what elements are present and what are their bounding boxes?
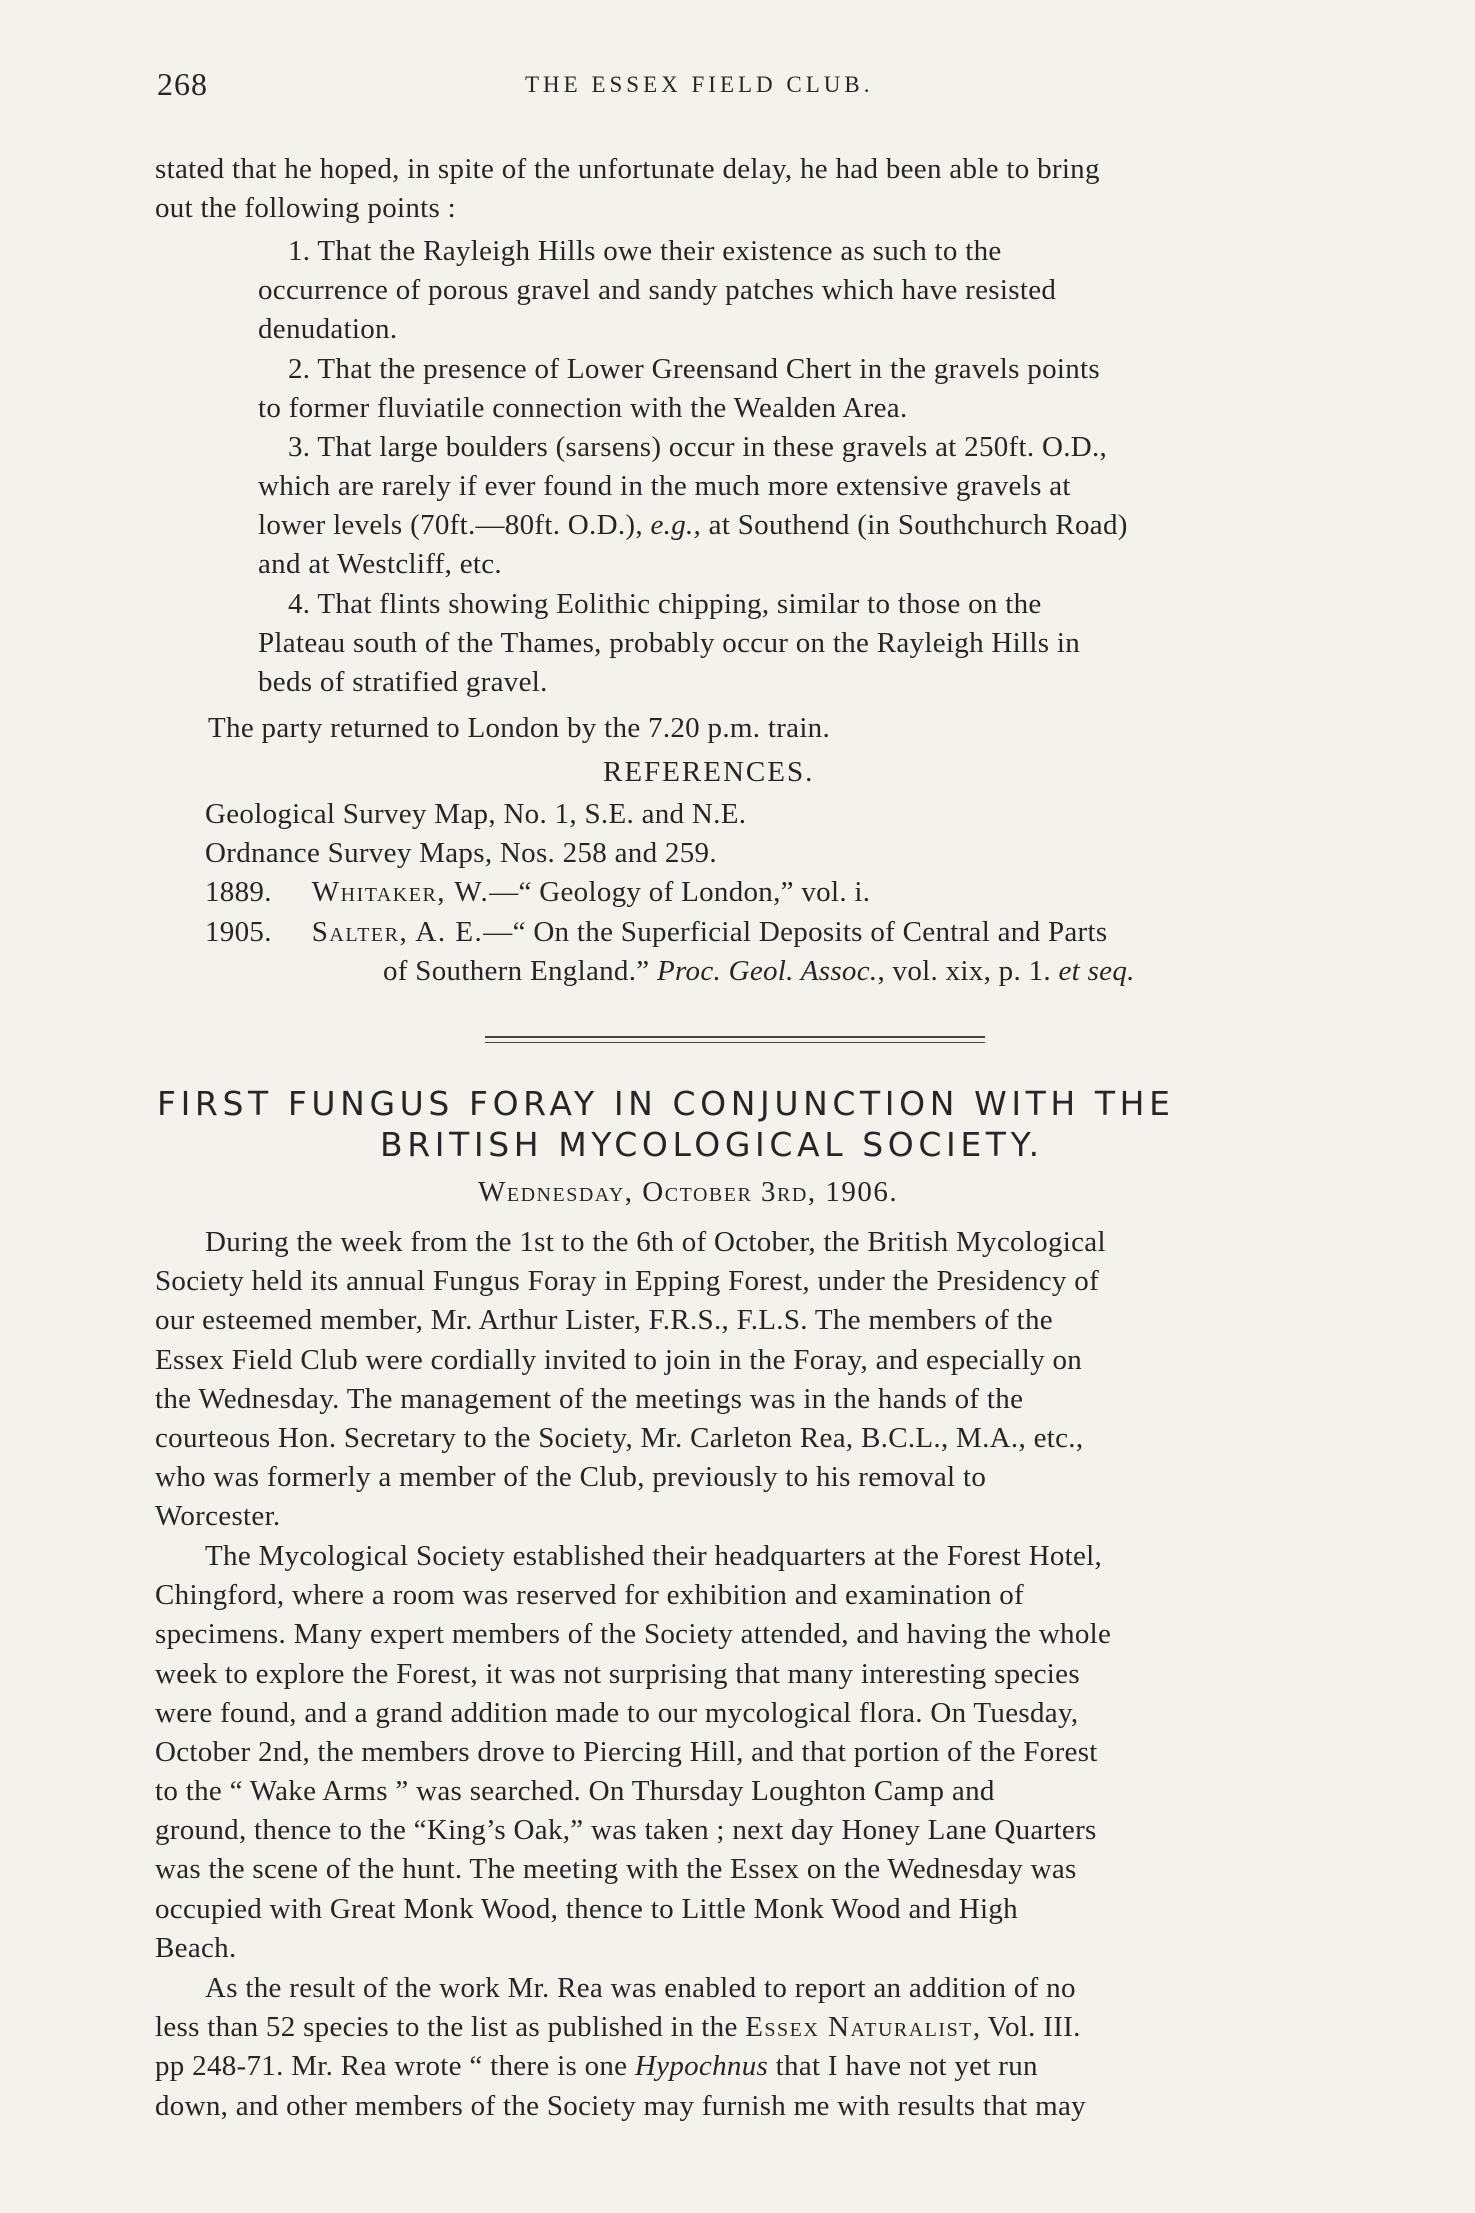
point-2-line: to former fluviatile connection with the Wealden Area. <box>258 392 908 424</box>
point-4-line: Plateau south of the Thames, probably occur on the Rayleigh Hills in <box>258 627 1081 659</box>
paragraph-line: week to explore the Forest, it was not surprising that many interesting species <box>155 1658 1080 1690</box>
paragraph-line: was the scene of the hunt. The meeting with the Essex on the Wednesday was <box>155 1853 1077 1885</box>
point-1-line: 1. That the Rayleigh Hills owe their existence as such to the <box>288 235 1002 267</box>
paragraph-line: our esteemed member, Mr. Arthur Lister, F.R.S., F.L.S. The members of the <box>155 1304 1053 1336</box>
reference-author: Whitaker, W. <box>311 876 490 908</box>
paragraph-line: down, and other members of the Society may furnish me with results that may <box>155 2090 1086 2122</box>
genus-name: Hypochnus <box>634 2050 769 2082</box>
paragraph-line: ground, thence to the “King’s Oak,” was taken ; next day Honey Lane Quarters <box>155 1814 1097 1846</box>
point-3-line <box>258 506 1128 545</box>
section-rule <box>485 1036 985 1038</box>
point-4-line: 4. That flints showing Eolithic chipping, similar to those on the <box>288 588 1042 620</box>
running-head: THE ESSEX FIELD CLUB. <box>525 72 874 97</box>
text-span: at Southend (in Southchurch Road) <box>708 509 1128 541</box>
paragraph-line <box>155 2047 1038 2086</box>
paragraph-line: Beach. <box>155 1932 237 1964</box>
text-span: less than 52 species to the list as published in the <box>155 2011 738 2043</box>
paragraph-line: were found, and a grand addition made to our mycological flora. On Tuesday, <box>155 1697 1079 1729</box>
reference-title: of Southern England.” <box>383 955 650 987</box>
closing-line: The party returned to London by the 7.20 p.m. train. <box>208 712 831 744</box>
text-line: stated that he hoped, in spite of the unfortunate delay, he had been able to bring <box>155 153 1100 185</box>
text-span: lower levels (70ft.—80ft. O.D.), <box>258 509 643 541</box>
paragraph-line: occupied with Great Monk Wood, thence to Little Monk Wood and High <box>155 1893 1018 1925</box>
paragraph-line: the Wednesday. The management of the meetings was in the hands of the <box>155 1383 1024 1415</box>
paragraph-line: Worcester. <box>155 1500 281 1532</box>
reference-year: 1905. <box>205 916 272 948</box>
italic-abbreviation: e.g., <box>650 509 702 541</box>
article-date <box>478 1176 898 1209</box>
page-number: 268 <box>157 66 208 102</box>
paragraph-line: courteous Hon. Secretary to the Society, Mr. Carleton Rea, B.C.L., M.A., etc., <box>155 1422 1084 1454</box>
section-rule <box>485 1042 985 1043</box>
paragraph-line: As the result of the work Mr. Rea was enabled to report an addition of no <box>205 1972 1076 2004</box>
reference-journal: Proc. Geol. Assoc. <box>657 955 878 987</box>
reference-item: Ordnance Survey Maps, Nos. 258 and 259. <box>205 837 717 869</box>
reference-item-continued <box>383 952 1135 991</box>
paragraph-line: specimens. Many expert members of the Society attended, and having the whole <box>155 1618 1112 1650</box>
paragraph-line: Essex Field Club were cordially invited to join in the Foray, and especially on <box>155 1344 1083 1376</box>
text-line: out the following points : <box>155 192 457 224</box>
text-span: , Vol. III. <box>972 2011 1081 2043</box>
paragraph-line: who was formerly a member of the Club, previously to his removal to <box>155 1461 987 1493</box>
reference-title: —“ On the Superficial Deposits of Central and Parts <box>483 916 1108 948</box>
journal-name: Essex Naturalist <box>745 2011 973 2043</box>
reference-et-seq: et seq. <box>1058 955 1135 987</box>
reference-item <box>205 873 870 912</box>
article-title: BRITISH MYCOLOGICAL SOCIETY. <box>380 1125 1044 1164</box>
reference-author: Salter, A. E. <box>311 916 484 948</box>
reference-year: 1889. <box>205 876 272 908</box>
point-3-line: which are rarely if ever found in the much more extensive gravels at <box>258 470 1071 502</box>
reference-volume: , vol. xix, p. 1. <box>877 955 1051 987</box>
point-2-line: 2. That the presence of Lower Greensand Chert in the gravels points <box>288 353 1100 385</box>
paragraph-line <box>155 2008 1081 2047</box>
point-1-line: occurrence of porous gravel and sandy patches which have resisted <box>258 274 1057 306</box>
point-3-line: and at Westcliff, etc. <box>258 548 502 580</box>
text-span: that I have not yet run <box>775 2050 1038 2082</box>
paragraph-line: Society held its annual Fungus Foray in Epping Forest, under the Presidency of <box>155 1265 1100 1297</box>
paragraph-line: The Mycological Society established their headquarters at the Forest Hotel, <box>205 1540 1103 1572</box>
point-1-line: denudation. <box>258 313 398 345</box>
text-span: pp 248-71. Mr. Rea wrote “ there is one <box>155 2050 628 2082</box>
point-3-line: 3. That large boulders (sarsens) occur in these gravels at 250ft. O.D., <box>288 431 1108 463</box>
reference-item: Geological Survey Map, No. 1, S.E. and N.E. <box>205 798 747 830</box>
paragraph-line: October 2nd, the members drove to Piercing Hill, and that portion of the Forest <box>155 1736 1098 1768</box>
article-title: FIRST FUNGUS FORAY IN CONJUNCTION WITH THE <box>157 1084 1175 1123</box>
reference-title: —“ Geology of London,” vol. i. <box>489 876 871 908</box>
article-date-text: Wednesday, October 3rd, 1906. <box>478 1176 899 1208</box>
paragraph-line: During the week from the 1st to the 6th of October, the British Mycological <box>205 1226 1106 1258</box>
references-heading: REFERENCES. <box>603 756 815 788</box>
reference-item <box>205 913 1107 952</box>
paragraph-line: to the “ Wake Arms ” was searched. On Thursday Loughton Camp and <box>155 1775 995 1807</box>
point-4-line: beds of stratified gravel. <box>258 666 548 698</box>
paragraph-line: Chingford, where a room was reserved for exhibition and examination of <box>155 1579 1024 1611</box>
